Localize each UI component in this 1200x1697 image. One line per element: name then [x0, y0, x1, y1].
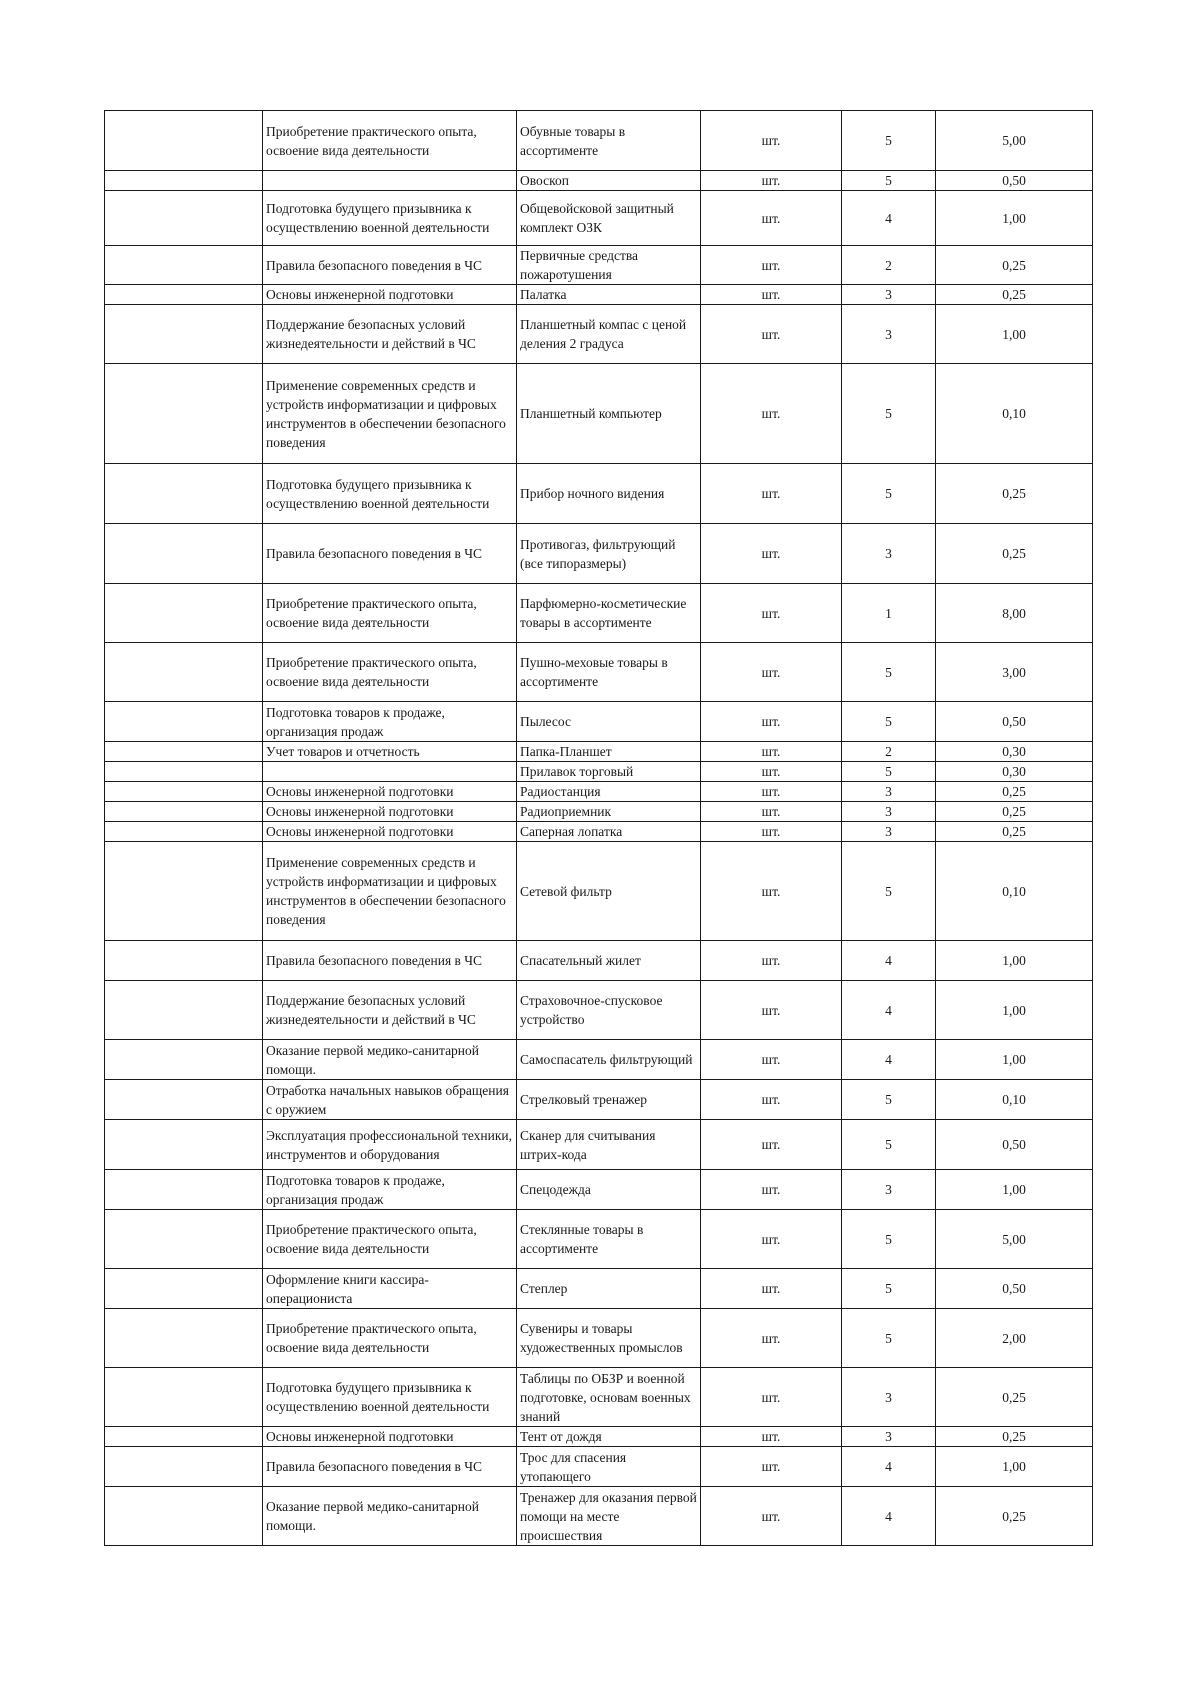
table-row [105, 464, 1093, 524]
section-cell: Эксплуатация профессиональной техники, инструментов и оборудования [263, 1120, 517, 1170]
table-row [105, 285, 1093, 305]
row-number-cell [105, 702, 263, 742]
table-row [105, 1487, 1093, 1546]
norm-cell: 1,00 [936, 1447, 1093, 1487]
item-name-cell: Сканер для считывания штрих-кода [517, 1120, 701, 1170]
norm-cell: 0,50 [936, 1120, 1093, 1170]
section-cell: Правила безопасного поведения в ЧС [263, 524, 517, 584]
norm-cell: 0,25 [936, 822, 1093, 842]
norm-cell: 0,10 [936, 842, 1093, 941]
item-name-cell: Спецодежда [517, 1170, 701, 1210]
item-name-cell: Самоспасатель фильтрующий [517, 1040, 701, 1080]
quantity-cell: 5 [842, 1210, 936, 1269]
quantity-cell: 4 [842, 941, 936, 981]
quantity-cell: 3 [842, 1170, 936, 1210]
section-cell: Основы инженерной подготовки [263, 802, 517, 822]
item-name-cell: Обувные товары в ассортименте [517, 111, 701, 171]
item-name-cell: Тренажер для оказания первой помощи на месте происшествия [517, 1487, 701, 1546]
quantity-cell: 5 [842, 762, 936, 782]
section-cell: Подготовка будущего призывника к осуществлению военной деятельности [263, 464, 517, 524]
section-cell [263, 762, 517, 782]
unit-cell: шт. [701, 1080, 842, 1120]
unit-cell: шт. [701, 524, 842, 584]
unit-cell: шт. [701, 246, 842, 285]
norm-cell: 2,00 [936, 1309, 1093, 1368]
table-row [105, 782, 1093, 802]
quantity-cell: 4 [842, 1487, 936, 1546]
norm-cell: 0,50 [936, 1269, 1093, 1309]
norm-cell: 0,25 [936, 802, 1093, 822]
item-name-cell: Таблицы по ОБЗР и военной подготовке, основам военных знаний [517, 1368, 701, 1427]
item-name-cell: Стрелковый тренажер [517, 1080, 701, 1120]
item-name-cell: Страховочное-спусковое устройство [517, 981, 701, 1040]
quantity-cell: 5 [842, 171, 936, 191]
item-name-cell: Тент от дождя [517, 1427, 701, 1447]
item-name-cell: Общевойсковой защитный комплект ОЗК [517, 191, 701, 246]
equipment-table-body [105, 111, 1093, 1546]
norm-cell: 1,00 [936, 941, 1093, 981]
unit-cell: шт. [701, 1487, 842, 1546]
section-cell: Подготовка будущего призывника к осуществлению военной деятельности [263, 1368, 517, 1427]
table-row [105, 584, 1093, 643]
section-cell: Применение современных средств и устройств информатизации и цифровых инструментов в обеспечении безопасного поведения [263, 842, 517, 941]
unit-cell: шт. [701, 111, 842, 171]
norm-cell: 0,10 [936, 1080, 1093, 1120]
unit-cell: шт. [701, 364, 842, 464]
unit-cell: шт. [701, 1170, 842, 1210]
quantity-cell: 5 [842, 702, 936, 742]
norm-cell: 0,25 [936, 524, 1093, 584]
table-row [105, 1368, 1093, 1427]
table-row [105, 842, 1093, 941]
section-cell: Приобретение практического опыта, освоение вида деятельности [263, 1309, 517, 1368]
norm-cell: 1,00 [936, 191, 1093, 246]
row-number-cell [105, 762, 263, 782]
table-row [105, 802, 1093, 822]
row-number-cell [105, 1309, 263, 1368]
unit-cell: шт. [701, 1120, 842, 1170]
item-name-cell: Прибор ночного видения [517, 464, 701, 524]
row-number-cell [105, 111, 263, 171]
section-cell: Поддержание безопасных условий жизнедеятельности и действий в ЧС [263, 305, 517, 364]
row-number-cell [105, 802, 263, 822]
section-cell: Подготовка будущего призывника к осуществлению военной деятельности [263, 191, 517, 246]
item-name-cell: Саперная лопатка [517, 822, 701, 842]
table-row [105, 1427, 1093, 1447]
norm-cell: 0,30 [936, 762, 1093, 782]
row-number-cell [105, 981, 263, 1040]
row-number-cell [105, 584, 263, 643]
item-name-cell: Планшетный компьютер [517, 364, 701, 464]
unit-cell: шт. [701, 941, 842, 981]
norm-cell: 0,25 [936, 782, 1093, 802]
row-number-cell [105, 782, 263, 802]
unit-cell: шт. [701, 464, 842, 524]
unit-cell: шт. [701, 1040, 842, 1080]
table-row [105, 191, 1093, 246]
table-row [105, 1080, 1093, 1120]
item-name-cell: Спасательный жилет [517, 941, 701, 981]
row-number-cell [105, 191, 263, 246]
norm-cell: 1,00 [936, 1040, 1093, 1080]
row-number-cell [105, 1368, 263, 1427]
unit-cell: шт. [701, 762, 842, 782]
section-cell: Подготовка товаров к продаже, организация продаж [263, 1170, 517, 1210]
norm-cell: 0,50 [936, 702, 1093, 742]
table-row [105, 246, 1093, 285]
section-cell: Оказание первой медико-санитарной помощи. [263, 1487, 517, 1546]
table-row [105, 1309, 1093, 1368]
quantity-cell: 5 [842, 1120, 936, 1170]
row-number-cell [105, 643, 263, 702]
norm-cell: 0,10 [936, 364, 1093, 464]
item-name-cell: Первичные средства пожаротушения [517, 246, 701, 285]
table-row [105, 1120, 1093, 1170]
table-row [105, 524, 1093, 584]
table-row [105, 171, 1093, 191]
quantity-cell: 3 [842, 1427, 936, 1447]
table-row [105, 742, 1093, 762]
section-cell: Правила безопасного поведения в ЧС [263, 941, 517, 981]
unit-cell: шт. [701, 822, 842, 842]
table-row [105, 941, 1093, 981]
norm-cell: 0,25 [936, 285, 1093, 305]
unit-cell: шт. [701, 191, 842, 246]
quantity-cell: 5 [842, 1269, 936, 1309]
table-row [105, 762, 1093, 782]
quantity-cell: 3 [842, 305, 936, 364]
row-number-cell [105, 842, 263, 941]
unit-cell: шт. [701, 802, 842, 822]
quantity-cell: 3 [842, 524, 936, 584]
section-cell: Основы инженерной подготовки [263, 285, 517, 305]
section-cell: Оказание первой медико-санитарной помощи. [263, 1040, 517, 1080]
quantity-cell: 5 [842, 1309, 936, 1368]
quantity-cell: 3 [842, 1368, 936, 1427]
section-cell: Основы инженерной подготовки [263, 1427, 517, 1447]
section-cell: Оформление книги кассира-операциониста [263, 1269, 517, 1309]
quantity-cell: 4 [842, 191, 936, 246]
quantity-cell: 2 [842, 246, 936, 285]
row-number-cell [105, 246, 263, 285]
section-cell: Отработка начальных навыков обращения с оружием [263, 1080, 517, 1120]
norm-cell: 1,00 [936, 305, 1093, 364]
section-cell: Приобретение практического опыта, освоение вида деятельности [263, 643, 517, 702]
quantity-cell: 3 [842, 802, 936, 822]
section-cell: Приобретение практического опыта, освоение вида деятельности [263, 584, 517, 643]
norm-cell: 1,00 [936, 981, 1093, 1040]
item-name-cell: Планшетный компас с ценой деления 2 градуса [517, 305, 701, 364]
norm-cell: 5,00 [936, 1210, 1093, 1269]
row-number-cell [105, 1427, 263, 1447]
table-row [105, 822, 1093, 842]
norm-cell: 0,50 [936, 171, 1093, 191]
item-name-cell: Сетевой фильтр [517, 842, 701, 941]
quantity-cell: 4 [842, 981, 936, 1040]
section-cell: Поддержание безопасных условий жизнедеятельности и действий в ЧС [263, 981, 517, 1040]
norm-cell: 3,00 [936, 643, 1093, 702]
quantity-cell: 3 [842, 782, 936, 802]
row-number-cell [105, 1040, 263, 1080]
section-cell: Подготовка товаров к продаже, организация продаж [263, 702, 517, 742]
row-number-cell [105, 364, 263, 464]
unit-cell: шт. [701, 1309, 842, 1368]
row-number-cell [105, 285, 263, 305]
unit-cell: шт. [701, 1368, 842, 1427]
quantity-cell: 3 [842, 822, 936, 842]
norm-cell: 0,25 [936, 464, 1093, 524]
unit-cell: шт. [701, 1447, 842, 1487]
quantity-cell: 4 [842, 1447, 936, 1487]
unit-cell: шт. [701, 782, 842, 802]
row-number-cell [105, 1447, 263, 1487]
norm-cell: 0,25 [936, 246, 1093, 285]
item-name-cell: Сувениры и товары художественных промыслов [517, 1309, 701, 1368]
section-cell: Основы инженерной подготовки [263, 822, 517, 842]
section-cell: Правила безопасного поведения в ЧС [263, 1447, 517, 1487]
norm-cell: 1,00 [936, 1170, 1093, 1210]
item-name-cell: Папка-Планшет [517, 742, 701, 762]
quantity-cell: 5 [842, 464, 936, 524]
section-cell: Применение современных средств и устройств информатизации и цифровых инструментов в обеспечении безопасного поведения [263, 364, 517, 464]
item-name-cell: Прилавок торговый [517, 762, 701, 782]
row-number-cell [105, 524, 263, 584]
table-row [105, 1269, 1093, 1309]
item-name-cell: Палатка [517, 285, 701, 305]
quantity-cell: 5 [842, 1080, 936, 1120]
unit-cell: шт. [701, 1269, 842, 1309]
item-name-cell: Овоскоп [517, 171, 701, 191]
item-name-cell: Радиостанция [517, 782, 701, 802]
unit-cell: шт. [701, 702, 842, 742]
table-row [105, 111, 1093, 171]
item-name-cell: Стеклянные товары в ассортименте [517, 1210, 701, 1269]
row-number-cell [105, 1080, 263, 1120]
row-number-cell [105, 1487, 263, 1546]
norm-cell: 5,00 [936, 111, 1093, 171]
section-cell: Приобретение практического опыта, освоение вида деятельности [263, 1210, 517, 1269]
unit-cell: шт. [701, 584, 842, 643]
row-number-cell [105, 822, 263, 842]
unit-cell: шт. [701, 305, 842, 364]
quantity-cell: 5 [842, 364, 936, 464]
quantity-cell: 2 [842, 742, 936, 762]
norm-cell: 0,25 [936, 1427, 1093, 1447]
table-row [105, 1170, 1093, 1210]
unit-cell: шт. [701, 842, 842, 941]
item-name-cell: Пушно-меховые товары в ассортименте [517, 643, 701, 702]
equipment-table [104, 110, 1093, 1546]
row-number-cell [105, 1210, 263, 1269]
unit-cell: шт. [701, 171, 842, 191]
table-row [105, 643, 1093, 702]
row-number-cell [105, 1170, 263, 1210]
unit-cell: шт. [701, 981, 842, 1040]
table-row [105, 702, 1093, 742]
unit-cell: шт. [701, 285, 842, 305]
quantity-cell: 3 [842, 285, 936, 305]
section-cell [263, 171, 517, 191]
item-name-cell: Противогаз, фильтрующий (все типоразмеры) [517, 524, 701, 584]
row-number-cell [105, 742, 263, 762]
table-row [105, 364, 1093, 464]
item-name-cell: Степлер [517, 1269, 701, 1309]
table-row [105, 305, 1093, 364]
norm-cell: 0,30 [936, 742, 1093, 762]
table-row [105, 981, 1093, 1040]
row-number-cell [105, 1269, 263, 1309]
quantity-cell: 5 [842, 842, 936, 941]
unit-cell: шт. [701, 643, 842, 702]
item-name-cell: Трос для спасения утопающего [517, 1447, 701, 1487]
unit-cell: шт. [701, 742, 842, 762]
section-cell: Основы инженерной подготовки [263, 782, 517, 802]
table-row [105, 1210, 1093, 1269]
table-row [105, 1447, 1093, 1487]
section-cell: Учет товаров и отчетность [263, 742, 517, 762]
quantity-cell: 4 [842, 1040, 936, 1080]
item-name-cell: Радиоприемник [517, 802, 701, 822]
row-number-cell [105, 171, 263, 191]
unit-cell: шт. [701, 1210, 842, 1269]
row-number-cell [105, 464, 263, 524]
row-number-cell [105, 305, 263, 364]
item-name-cell: Пылесос [517, 702, 701, 742]
unit-cell: шт. [701, 1427, 842, 1447]
quantity-cell: 5 [842, 643, 936, 702]
quantity-cell: 1 [842, 584, 936, 643]
section-cell: Правила безопасного поведения в ЧС [263, 246, 517, 285]
item-name-cell: Парфюмерно-косметические товары в ассортименте [517, 584, 701, 643]
norm-cell: 0,25 [936, 1487, 1093, 1546]
table-row [105, 1040, 1093, 1080]
section-cell: Приобретение практического опыта, освоение вида деятельности [263, 111, 517, 171]
row-number-cell [105, 1120, 263, 1170]
norm-cell: 8,00 [936, 584, 1093, 643]
row-number-cell [105, 941, 263, 981]
norm-cell: 0,25 [936, 1368, 1093, 1427]
quantity-cell: 5 [842, 111, 936, 171]
